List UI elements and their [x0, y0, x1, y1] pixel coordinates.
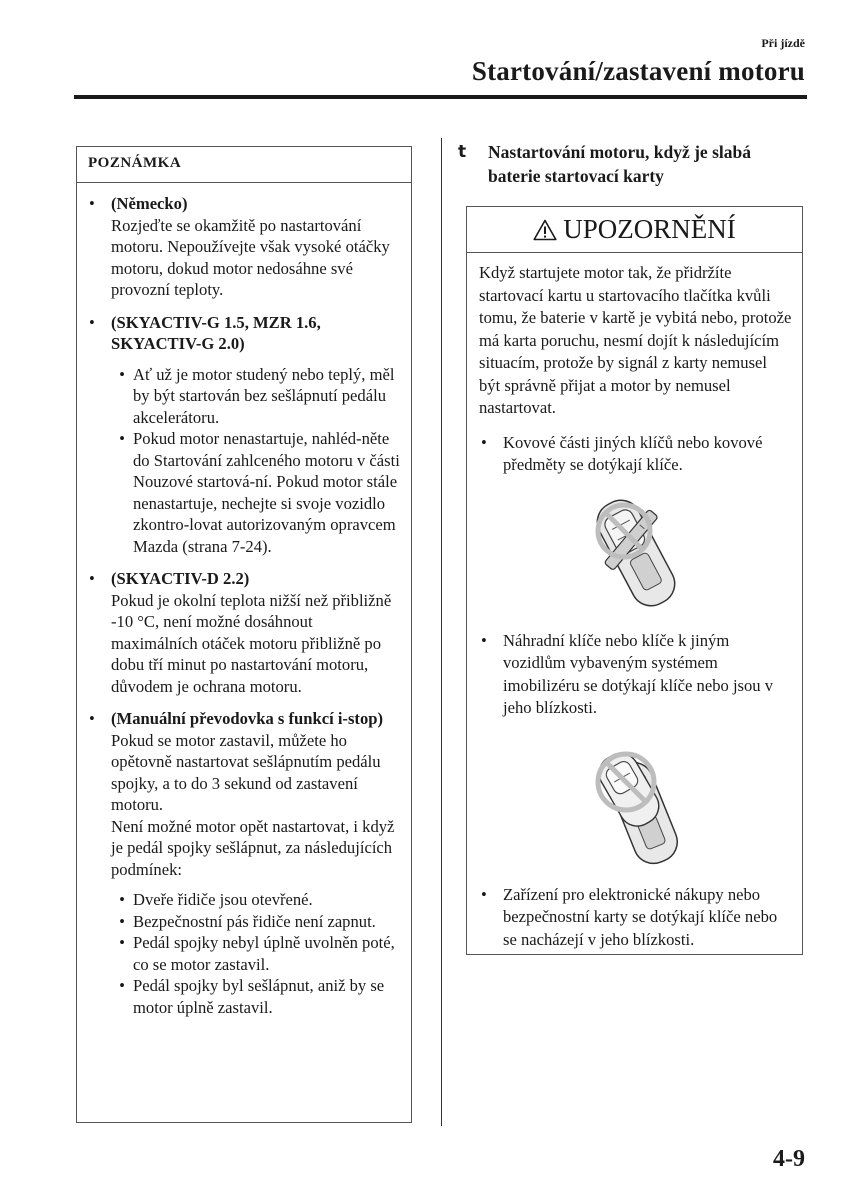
sub-bullet: • — [119, 911, 125, 931]
sub-bullet: • — [119, 976, 125, 995]
sub-list-item — [111, 975, 403, 1018]
sub-item-text: Dveře řidiče jsou otevřené. — [133, 890, 313, 909]
warning-item-text: Kovové části jiných klíčů nebo kovové předměty se dotýkají klíče. — [503, 432, 763, 474]
note-item-heading: (Německo) — [111, 194, 188, 213]
sub-bullet: • — [119, 890, 125, 909]
sub-list-item — [111, 932, 403, 975]
warning-body — [467, 253, 802, 951]
sub-bullet: • — [119, 429, 125, 448]
warning-title: UPOZORNĚNÍ — [563, 214, 736, 244]
column-divider — [441, 138, 442, 1126]
note-item-germany — [87, 193, 403, 301]
note-box — [76, 146, 412, 1123]
warning-item-electronic-cards — [479, 884, 792, 952]
bullet: • — [481, 884, 487, 904]
page-title: Startování/zastavení motoru — [471, 56, 805, 86]
note-item-text: Rozjeďte se okamžitě po nastartování motoru. Nepoužívejte však vysoké otáčky motoru, dokud motor nedosáhne své provozní teploty. — [111, 215, 390, 299]
warning-item-metal-objects — [479, 432, 792, 477]
sub-bullet: • — [119, 933, 125, 952]
warning-header — [467, 207, 802, 253]
subsection-title: Nastartování motoru, když je slabá baterie startovací karty — [488, 142, 751, 186]
warning-item-text: Náhradní klíče nebo klíče k jiným vozidlům vybaveným systémem imobilizéru se dotýkají klíče nebo jsou v jeho blízkosti. — [503, 630, 774, 717]
sub-list-item — [111, 889, 403, 911]
key-with-metal-object-illustration — [586, 491, 686, 616]
warning-item-spare-keys — [479, 630, 792, 720]
bullet: • — [89, 312, 95, 332]
header-rule — [74, 95, 807, 99]
note-title: POZNÁMKA — [77, 147, 411, 183]
bullet: • — [89, 709, 95, 728]
sub-item-text: Ať už je motor studený nebo teplý, měl by být startován bez sešlápnutí pedálu akcelerátoru. — [133, 364, 395, 427]
note-item-heading: (SKYACTIV-G 1.5, MZR 1.6, SKYACTIV-G 2.0) — [111, 312, 321, 353]
sub-bullet: • — [119, 364, 125, 384]
sub-item-text: Bezpečnostní pás řidiče není zapnut. — [133, 911, 376, 931]
key-with-spare-key-illustration — [586, 740, 686, 870]
warning-box — [466, 206, 803, 955]
note-item-skyactiv-d — [87, 568, 403, 697]
note-body — [77, 183, 411, 1018]
bullet: • — [481, 432, 487, 452]
note-item-heading: (SKYACTIV-D 2.2) — [111, 569, 250, 588]
sub-item-text: Pedál spojky byl sešlápnut, aniž by se motor úplně zastavil. — [133, 976, 385, 1017]
sub-list-item — [111, 364, 403, 429]
note-item-heading: (Manuální převodovka s funkcí i-stop) — [111, 709, 383, 728]
note-item-text: Pokud se motor zastavil, můžete ho opětovně nastartovat sešlápnutím pedálu spojky, a to do 3 sekund od zastavení motoru. — [111, 730, 381, 814]
sub-list-item — [111, 428, 403, 557]
note-item-text: Pokud je okolní teplota nižší než přibližně -10 °C, není možné dosáhnout maximálních otáček motoru přibližně po dobu tří minut po nastartování motoru, důvodem je ochrana motoru. — [111, 590, 392, 696]
note-item-skyactiv-g — [87, 312, 403, 558]
warning-item-text: Zařízení pro elektronické nákupy nebo bezpečnostní karty se dotýkají klíče nebo se nacházejí v jeho blízkosti. — [503, 884, 778, 949]
page-number: 4-9 — [773, 1146, 805, 1172]
warning-intro: Když startujete motor tak, že přidržíte startovací kartu u startovacího tlačítka kvůli tomu, že baterie v kartě je vybitá nebo, protože má karta poruchu, nesmí dojít k následujícím situacím, protože by signál z karty nemusel být správně přijat a motor by nemusel nastartovat. — [479, 263, 792, 417]
note-item-manual-istop — [87, 708, 403, 1018]
subsection-marker: t — [458, 142, 467, 162]
sub-list — [111, 364, 403, 558]
sub-list-item — [111, 911, 403, 933]
note-item-text-2: Není možné motor opět nastartovat, i když je pedál spojky sešlápnut, za následujících podmínek: — [111, 816, 395, 879]
bullet: • — [481, 630, 487, 650]
sub-item-text: Pokud motor nenastartuje, nahléd-něte do Startování zahlceného motoru v části Nouzové startová-ní. Pokud motor stále nenastartuje, nechejte si svoje vozidlo zkontro-lovat autorizovaným opravcem Mazda (strana 7-24). — [133, 429, 400, 556]
section-label: Při jízdě — [761, 36, 805, 50]
sub-item-text: Pedál spojky nebyl úplně uvolněn poté, co se motor zastavil. — [133, 933, 395, 974]
subsection-heading — [458, 140, 798, 188]
warning-triangle-icon — [533, 219, 557, 241]
bullet: • — [89, 569, 95, 588]
bullet: • — [89, 194, 95, 213]
sub-list — [111, 889, 403, 1018]
